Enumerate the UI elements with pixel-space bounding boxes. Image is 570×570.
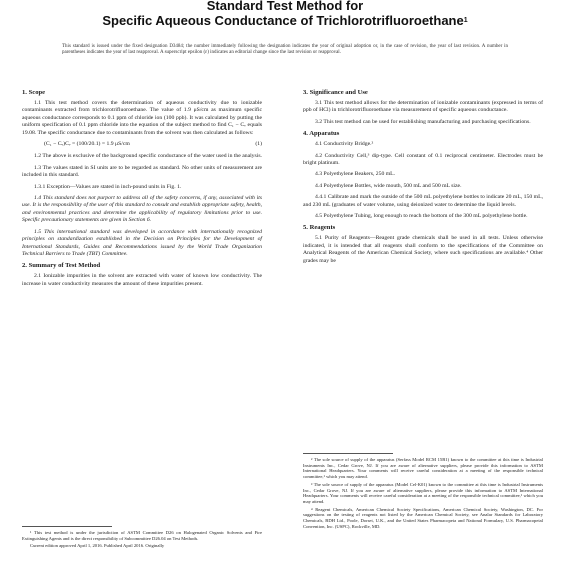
paragraph-1-2: 1.2 The above is exclusive of the background specific conductance of the water used in the analysis.: [34, 153, 262, 160]
paragraph-3-2: 3.2 This test method can be used for establishing manufacturing and purchasing specifications.: [315, 118, 531, 125]
title-text: Specific Aqueous Conductance of Trichlorotrifluoroethane: [102, 13, 464, 28]
equation-1: [22, 141, 262, 148]
right-column: [303, 86, 543, 269]
right-footnotes: [303, 448, 543, 531]
footnote-2: ² The sole source of supply of the apparatus (Serfass Model RCM 15B1) known to the committee at this time is Industrial Instruments Inc., Cedar Grove, NJ. If you are aware of alternative suppliers, please provide this information to ASTM International Headquarters. Your comments will receive careful consideration at a meeting of the responsible technical committee,¹ which you may attend.: [303, 457, 543, 480]
issuance-note: This standard is issued under the fixed designation D3484; the number immediately following the designation indicates the year of original adoption or, in the case of revision, the year of last revision. A number in parentheses indicates the year of last reapproval. A superscript epsilon (ε) indicates an editorial change since the last revision or reapproval.: [62, 44, 508, 56]
left-column: [22, 86, 262, 292]
paragraph-4-3: 4.3 Polyethylene Beakers, 250 mL.: [315, 171, 396, 178]
section-heading-significance: 3. Significance and Use: [303, 89, 368, 96]
title-line-1: Standard Test Method for: [206, 0, 364, 13]
equation-text: (C₁ − Cᵥ)Cᵥ = (100/20.1) = 1.9 μS/cm: [44, 141, 130, 148]
section-heading-summary: 2. Summary of Test Method: [22, 262, 101, 270]
paragraph-4-2: 4.2 Conductivity Cell,³ dip-type. Cell constant of 0.1 reciprocal centimeter. Electrodes must be bright platinum.: [303, 152, 543, 167]
footnote-edition: Current edition approved April 1, 2016. Published April 2016. Originally: [30, 543, 165, 549]
footnote-rule: [303, 453, 393, 454]
footnote-4: ⁴ Reagent Chemicals, American Chemical Society Specifications, American Chemical Society, Washington, DC. For suggestions on the testing of reagents not listed by the American Chemical Society, see Analar Standards for Laboratory Chemicals, BDH Ltd., Poole, Dorset, U.K., and the United States Pharmacopeia and National Formulary, U.S. Pharmacopeial Convention, Inc. (USPC), Rockville, MD.: [303, 506, 543, 529]
section-heading-reagents: 5. Reagents: [303, 224, 336, 232]
title-block: [0, 2, 570, 28]
paragraph-1-3: 1.3 The values stated in SI units are to be regarded as standard. No other units of measurement are included in this standard.: [22, 164, 262, 179]
paragraph-1-1: 1.1 This test method covers the determination of aqueous conductivity due to ionizable contaminants extracted from trichlorotrifluoroethane. The value of 1.9 μS/cm as maximum specific aqueous conductance corresponds to 0.1 ppm of chloride ion (100 ppb). It was calculated by putting the uniform specification of 0.1 ppm chloride into the equation of the subject method to find C₁ − Cᵥ equals 19.08. The specific conductance due to contaminants from the solvent was then calculated as follows:: [22, 100, 262, 136]
paragraph-3-1: 3.1 This test method allows for the determination of ionizable contaminants (expressed in terms of ppb of HCl) in trichlorotrifluoroethane via measurement of specific aqueous conductance.: [303, 100, 543, 114]
section-heading-apparatus: 4. Apparatus: [303, 130, 340, 138]
paragraph-4-1: 4.1 Conductivity Bridge.²: [315, 141, 374, 148]
footnote-3: ³ The sole source of supply of the apparatus (Model Cel-K01) known to the committee at this time is Industrial Instruments Inc., Cedar Grove, NJ. If you are aware of alternative suppliers, please provide this information to ASTM International Headquarters. Your comments will receive careful consideration at a meeting of the responsible technical committee,¹ which you may attend.: [303, 481, 543, 504]
equation-number: (1): [255, 141, 262, 148]
paragraph-4-4-1: 4.4.1 Calibrate and mark the outside of the 500 mL polyethylene bottles to indicate 20 mL, 150 mL, and 230 mL (graduates of water volume, using deionized water to determine the liquid levels.: [303, 194, 543, 208]
title-footnote-mark: 1: [463, 17, 468, 24]
document-title: [0, 13, 570, 28]
paragraph-1-4: 1.4 This standard does not purport to address all of the safety concerns, if any, associated with its use. It is the responsibility of the user of this standard to consult and establish appropriate safety, health, and environmental practices and determine the applicability of regulatory limitations prior to use. Specific precautionary statements are given in Section 6.: [22, 195, 262, 224]
paragraph-1-3-1: 1.3.1 Exception—Values are stated in inch-pound units in Fig. 1.: [34, 183, 182, 190]
paragraph-4-5: 4.5 Polyethylene Tubing, long enough to reach the bottom of the 300 mL polyethylene bottle.: [315, 213, 528, 220]
paragraph-2-1: 2.1 Ionizable impurities in the solvent are extracted with water of known low conductivity. The increase in water conductivity measures the amount of these impurities present.: [22, 273, 262, 287]
paragraph-5-1: 5.1 Purity of Reagents—Reagent grade chemicals shall be used in all tests. Unless otherwise indicated, it is intended that all reagents shall conform to the specifications of the Committee on Analytical Reagents of the American Chemical Society, where such specifications are available.⁴ Other grades may be: [303, 235, 543, 264]
section-heading-scope: 1. Scope: [22, 89, 46, 96]
left-footnotes: [22, 521, 262, 551]
footnote-1: ¹ This test method is under the jurisdiction of ASTM Committee D26 on Halogenated Organic Solvents and Fire Extinguishing Agents and is the direct responsibility of Subcommittee D26.04 on Test Methods.: [22, 530, 262, 541]
paragraph-1-5: 1.5 This international standard was developed in accordance with internationally recognized principles on standardization established in the Decision on Principles for the Development of International Standards, Guides and Recommendations issued by the World Trade Organization Technical Barriers to Trade (TBT) Committee.: [22, 228, 262, 257]
paragraph-4-4: 4.4 Polyethylene Bottles, wide mouth, 500 mL and 500 mL size.: [315, 182, 462, 189]
footnote-rule: [22, 526, 112, 527]
